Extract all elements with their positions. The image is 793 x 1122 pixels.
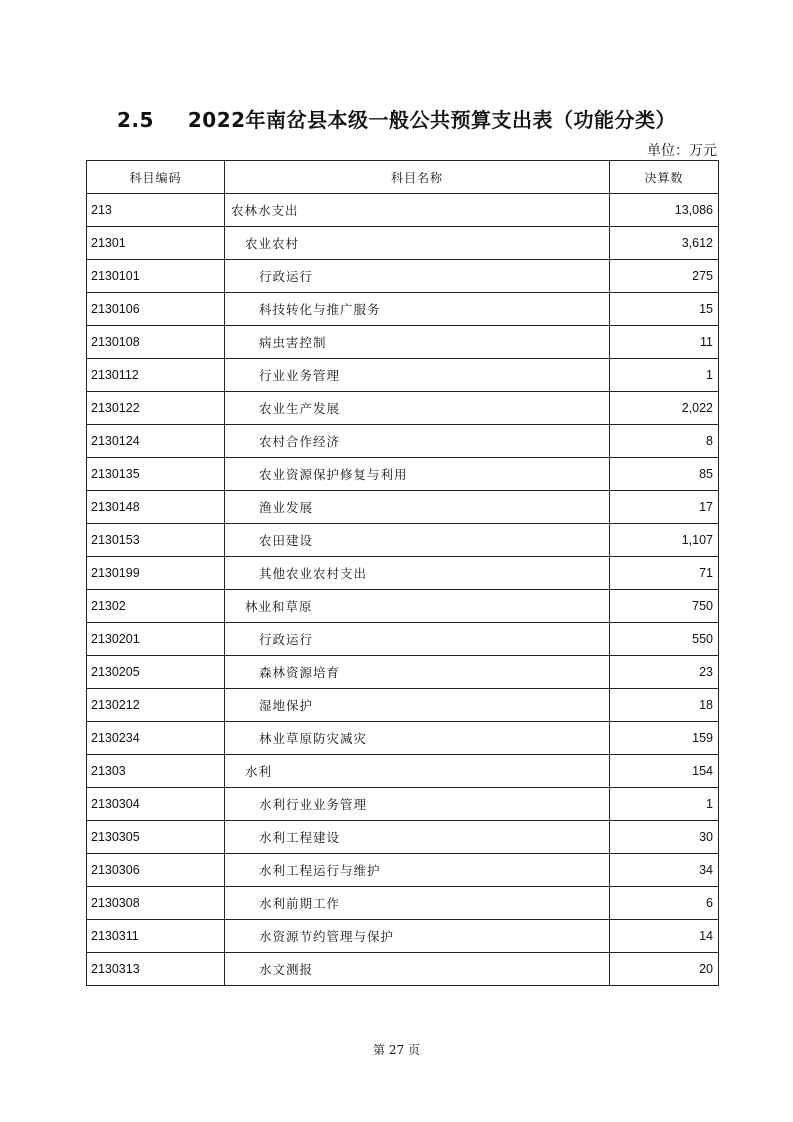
row-amount: 275 [610, 260, 719, 293]
table-row [87, 689, 719, 722]
row-code: 2130201 [87, 623, 225, 656]
row-code: 21301 [87, 227, 225, 260]
table-row [87, 821, 719, 854]
row-code: 2130234 [87, 722, 225, 755]
header-name: 科目名称 [225, 161, 610, 194]
row-code: 2130212 [87, 689, 225, 722]
row-code: 2130124 [87, 425, 225, 458]
table-row [87, 590, 719, 623]
row-name: 林业和草原 [225, 590, 610, 623]
row-amount: 1 [610, 359, 719, 392]
table-row [87, 656, 719, 689]
table-body [87, 194, 719, 986]
row-name: 水利工程运行与维护 [225, 854, 610, 887]
row-amount: 1,107 [610, 524, 719, 557]
table-title: 2022年南岔县本级一般公共预算支出表（功能分类） [187, 108, 677, 132]
row-code: 213 [87, 194, 225, 227]
row-amount: 30 [610, 821, 719, 854]
row-amount: 3,612 [610, 227, 719, 260]
table-row [87, 359, 719, 392]
table-row [87, 392, 719, 425]
row-name: 农林水支出 [225, 194, 610, 227]
row-amount: 85 [610, 458, 719, 491]
table-row [87, 227, 719, 260]
row-code: 2130108 [87, 326, 225, 359]
table-row [87, 557, 719, 590]
row-name: 水文测报 [225, 953, 610, 986]
table-row [87, 524, 719, 557]
row-name: 林业草原防灾减灾 [225, 722, 610, 755]
row-code: 2130308 [87, 887, 225, 920]
row-amount: 154 [610, 755, 719, 788]
row-amount: 6 [610, 887, 719, 920]
row-amount: 20 [610, 953, 719, 986]
row-amount: 15 [610, 293, 719, 326]
row-amount: 14 [610, 920, 719, 953]
row-name: 渔业发展 [225, 491, 610, 524]
row-amount: 71 [610, 557, 719, 590]
row-name: 森林资源培育 [225, 656, 610, 689]
row-amount: 8 [610, 425, 719, 458]
row-code: 2130153 [87, 524, 225, 557]
page-number: 第 27 页 [373, 1043, 420, 1057]
table-row [87, 425, 719, 458]
unit-label: 单位：万元 [647, 143, 717, 159]
row-amount: 11 [610, 326, 719, 359]
table-row [87, 293, 719, 326]
row-code: 2130106 [87, 293, 225, 326]
row-name: 行政运行 [225, 260, 610, 293]
table-row [87, 920, 719, 953]
row-name: 行业业务管理 [225, 359, 610, 392]
row-name: 水利行业业务管理 [225, 788, 610, 821]
row-code: 2130306 [87, 854, 225, 887]
row-name: 科技转化与推广服务 [225, 293, 610, 326]
row-name: 农业资源保护修复与利用 [225, 458, 610, 491]
row-name: 水利 [225, 755, 610, 788]
table-row [87, 887, 719, 920]
row-code: 21302 [87, 590, 225, 623]
table-row [87, 260, 719, 293]
row-amount: 550 [610, 623, 719, 656]
row-name: 农田建设 [225, 524, 610, 557]
section-number: 2.5 [116, 108, 154, 132]
row-amount: 23 [610, 656, 719, 689]
row-name: 农村合作经济 [225, 425, 610, 458]
table-header-row [87, 161, 719, 194]
row-name: 行政运行 [225, 623, 610, 656]
row-code: 21303 [87, 755, 225, 788]
table-row [87, 854, 719, 887]
row-name: 病虫害控制 [225, 326, 610, 359]
table-row [87, 755, 719, 788]
row-amount: 13,086 [610, 194, 719, 227]
row-code: 2130313 [87, 953, 225, 986]
row-name: 水利前期工作 [225, 887, 610, 920]
table-row [87, 788, 719, 821]
row-code: 2130148 [87, 491, 225, 524]
header-amount: 决算数 [610, 161, 719, 194]
row-code: 2130205 [87, 656, 225, 689]
row-code: 2130304 [87, 788, 225, 821]
row-name: 农业生产发展 [225, 392, 610, 425]
row-amount: 34 [610, 854, 719, 887]
row-amount: 159 [610, 722, 719, 755]
row-amount: 2,022 [610, 392, 719, 425]
table-row [87, 623, 719, 656]
row-code: 2130311 [87, 920, 225, 953]
row-name: 农业农村 [225, 227, 610, 260]
row-code: 2130112 [87, 359, 225, 392]
row-code: 2130101 [87, 260, 225, 293]
row-name: 湿地保护 [225, 689, 610, 722]
row-amount: 1 [610, 788, 719, 821]
table-row [87, 194, 719, 227]
row-code: 2130135 [87, 458, 225, 491]
header-code: 科目编码 [87, 161, 225, 194]
row-code: 2130305 [87, 821, 225, 854]
row-code: 2130122 [87, 392, 225, 425]
row-amount: 750 [610, 590, 719, 623]
table-row [87, 953, 719, 986]
row-code: 2130199 [87, 557, 225, 590]
table-row [87, 458, 719, 491]
document-title [0, 104, 793, 133]
table-row [87, 722, 719, 755]
budget-table [86, 160, 719, 986]
table-row [87, 491, 719, 524]
row-amount: 17 [610, 491, 719, 524]
row-name: 水利工程建设 [225, 821, 610, 854]
row-name: 其他农业农村支出 [225, 557, 610, 590]
table-row [87, 326, 719, 359]
row-name: 水资源节约管理与保护 [225, 920, 610, 953]
row-amount: 18 [610, 689, 719, 722]
